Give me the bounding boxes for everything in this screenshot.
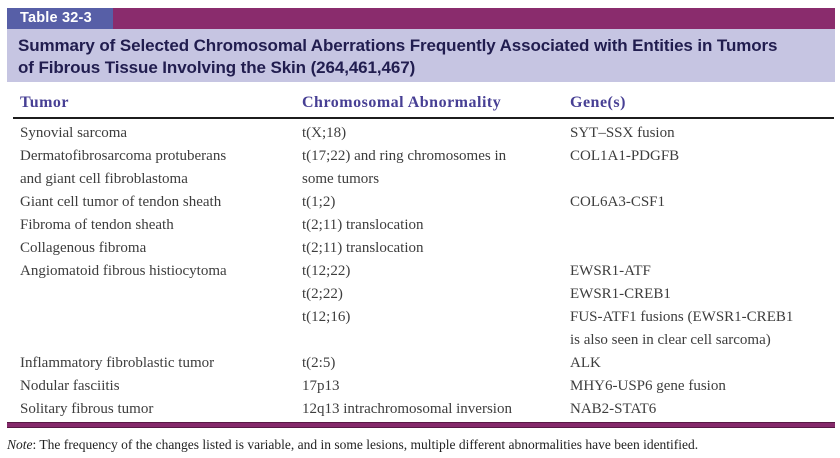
cell-genes bbox=[570, 118, 834, 145]
cell-tumor bbox=[13, 191, 302, 214]
cell-line: SYT–SSX fusion bbox=[570, 125, 675, 141]
cell-abnormality bbox=[302, 260, 570, 352]
cell-abnormality bbox=[302, 375, 570, 398]
table-number-label: Table 32-3 bbox=[20, 10, 92, 26]
cell-abnormality bbox=[302, 237, 570, 260]
cell-line: 12q13 intrachromosomal inversion bbox=[302, 401, 512, 417]
cell-line: COL6A3-CSF1 bbox=[570, 194, 666, 210]
cell-line: t(12;16) bbox=[302, 309, 351, 325]
cell-tumor bbox=[13, 375, 302, 398]
cell-line bbox=[570, 237, 834, 260]
cell-line: EWSR1-CREB1 bbox=[570, 286, 671, 302]
cell-line bbox=[570, 214, 834, 237]
cell-genes bbox=[570, 145, 834, 191]
cell-line: NAB2-STAT6 bbox=[570, 401, 657, 417]
cell-genes bbox=[570, 398, 834, 421]
cell-line: Collagenous fibroma bbox=[20, 240, 147, 256]
cell-line: FUS-ATF1 fusions (EWSR1-CREB1 bbox=[570, 309, 794, 325]
cell-line: t(X;18) bbox=[302, 125, 347, 141]
cell-tumor bbox=[13, 145, 302, 191]
table-row bbox=[13, 145, 834, 191]
table-row bbox=[13, 191, 834, 214]
cell-line: Synovial sarcoma bbox=[20, 125, 128, 141]
cell-line: t(12;22) bbox=[302, 263, 351, 279]
cell-line: is also seen in clear cell sarcoma) bbox=[570, 332, 771, 348]
header-bar-fill bbox=[113, 8, 835, 29]
table-row bbox=[13, 375, 834, 398]
cell-line: some tumors bbox=[302, 171, 380, 187]
cell-line: Nodular fasciitis bbox=[20, 378, 120, 394]
table-number-tab bbox=[7, 8, 113, 29]
table-row bbox=[13, 118, 834, 145]
cell-line: t(2;22) bbox=[302, 286, 343, 302]
cell-tumor bbox=[13, 352, 302, 375]
table-row bbox=[13, 260, 834, 352]
column-header-tumor: Tumor bbox=[13, 82, 302, 118]
cell-genes bbox=[570, 260, 834, 352]
table-header-bar bbox=[7, 8, 835, 29]
cell-tumor bbox=[13, 237, 302, 260]
title-band bbox=[7, 29, 835, 82]
cell-genes bbox=[570, 191, 834, 214]
table-row bbox=[13, 237, 834, 260]
footnote bbox=[7, 436, 835, 453]
cell-line: Inflammatory fibroblastic tumor bbox=[20, 355, 215, 371]
cell-tumor bbox=[13, 260, 302, 352]
cell-line: t(1;2) bbox=[302, 194, 336, 210]
column-header-abnormality: Chromosomal Abnormality bbox=[302, 82, 570, 118]
cell-abnormality bbox=[302, 398, 570, 421]
table-header-row bbox=[13, 82, 834, 118]
cell-line: COL1A1-PDGFB bbox=[570, 148, 680, 164]
cell-genes bbox=[570, 214, 834, 237]
cell-abnormality bbox=[302, 118, 570, 145]
cell-line: 17p13 bbox=[302, 378, 340, 394]
cell-abnormality bbox=[302, 214, 570, 237]
footnote-label: Note bbox=[7, 437, 33, 452]
cell-line: t(2:5) bbox=[302, 355, 336, 371]
cell-genes bbox=[570, 352, 834, 375]
aberrations-table bbox=[13, 82, 834, 421]
table-row bbox=[13, 398, 834, 421]
footnote-text: : The frequency of the changes listed is variable, and in some lesions, multiple different abnormalities have been identified. bbox=[32, 437, 699, 452]
table-title-line2: of Fibrous Tissue Involving the Skin (264,461,467) bbox=[18, 58, 416, 77]
cell-line: t(2;11) translocation bbox=[302, 217, 424, 233]
cell-line: and giant cell fibroblastoma bbox=[20, 171, 188, 187]
cell-abnormality bbox=[302, 352, 570, 375]
cell-line: Fibroma of tendon sheath bbox=[20, 217, 174, 233]
cell-tumor bbox=[13, 118, 302, 145]
cell-line: Solitary fibrous tumor bbox=[20, 401, 154, 417]
cell-line: MHY6-USP6 gene fusion bbox=[570, 378, 726, 394]
bottom-rule bbox=[7, 422, 835, 428]
cell-line: Giant cell tumor of tendon sheath bbox=[20, 194, 222, 210]
cell-line: Angiomatoid fibrous histiocytoma bbox=[20, 263, 227, 279]
table-row bbox=[13, 214, 834, 237]
table-row bbox=[13, 352, 834, 375]
cell-abnormality bbox=[302, 191, 570, 214]
cell-line: Dermatofibrosarcoma protuberans bbox=[20, 148, 227, 164]
cell-line: ALK bbox=[570, 355, 601, 371]
cell-abnormality bbox=[302, 145, 570, 191]
cell-line: EWSR1-ATF bbox=[570, 263, 651, 279]
table-body bbox=[13, 118, 834, 421]
column-header-genes: Gene(s) bbox=[570, 82, 834, 118]
cell-genes bbox=[570, 237, 834, 260]
cell-tumor bbox=[13, 214, 302, 237]
cell-tumor bbox=[13, 398, 302, 421]
table-title-line1: Summary of Selected Chromosomal Aberrations Frequently Associated with Entities in Tumors bbox=[18, 36, 778, 55]
cell-line: t(17;22) and ring chromosomes in bbox=[302, 148, 507, 164]
cell-genes bbox=[570, 375, 834, 398]
cell-line: t(2;11) translocation bbox=[302, 240, 424, 256]
